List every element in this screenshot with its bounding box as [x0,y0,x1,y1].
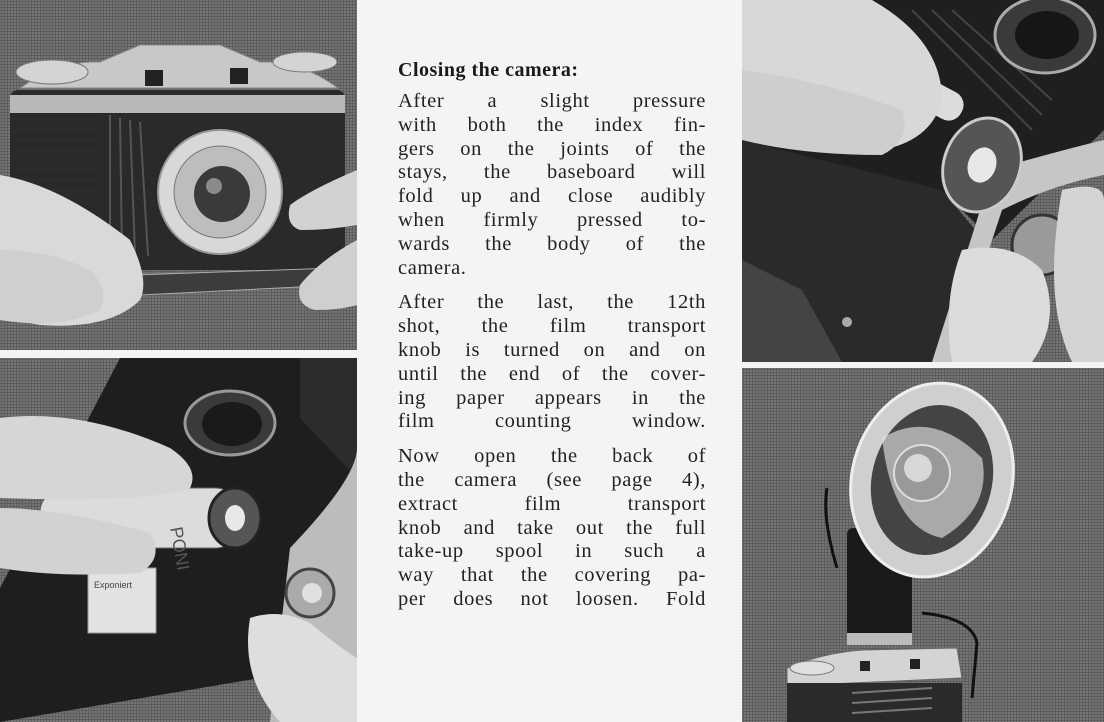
text-line: shot, the film transport [398,315,706,338]
paragraph-last-shot [398,291,706,434]
text-line: take-up spool in such a [398,540,706,563]
photo-flash-attachment [742,368,1104,722]
film-label-text: Exponiert [94,580,133,590]
photo-camera-closing [0,0,357,350]
paragraph-closing-baseboard [398,90,706,280]
flash-reflector-illustration [742,368,1104,722]
text-line: extract film transport [398,492,706,515]
section-heading: Closing the camera: [398,59,579,81]
text-line: until the end of the cover- [398,362,706,385]
text-line: knob and take out the full [398,516,706,539]
text-line: when firmly pressed to- [398,208,706,231]
text-line: Now open the back of [398,445,706,468]
text-line: fold up and close audibly [398,185,706,208]
camera-bellows-illustration [0,0,357,350]
text-line: gers on the joints of the [398,137,706,160]
text-line: stays, the baseboard will [398,161,706,184]
film-spool-illustration [0,358,357,722]
text-line: knob is turned on and on [398,338,706,361]
text-line: way that the covering pa- [398,564,706,587]
photo-film-spool-removal [0,358,357,722]
transport-knob-illustration [742,0,1104,362]
text-line: film counting window. [398,410,706,433]
photo-transport-knob-extraction [742,0,1104,362]
text-line: ing paper appears in the [398,386,706,409]
paragraph-open-back [398,445,706,612]
svg-text:PONI: PONI [166,525,194,573]
text-line: After the last, the 12th [398,291,706,314]
instruction-text-column [398,58,706,623]
text-line: with both the index fin- [398,113,706,136]
text-line: camera. [398,256,467,279]
text-line: After a slight pressure [398,90,706,112]
text-line: wards the body of the [398,232,706,255]
text-line: the camera (see page 4), [398,468,706,491]
text-line: per does not loosen. Fold [398,587,706,610]
